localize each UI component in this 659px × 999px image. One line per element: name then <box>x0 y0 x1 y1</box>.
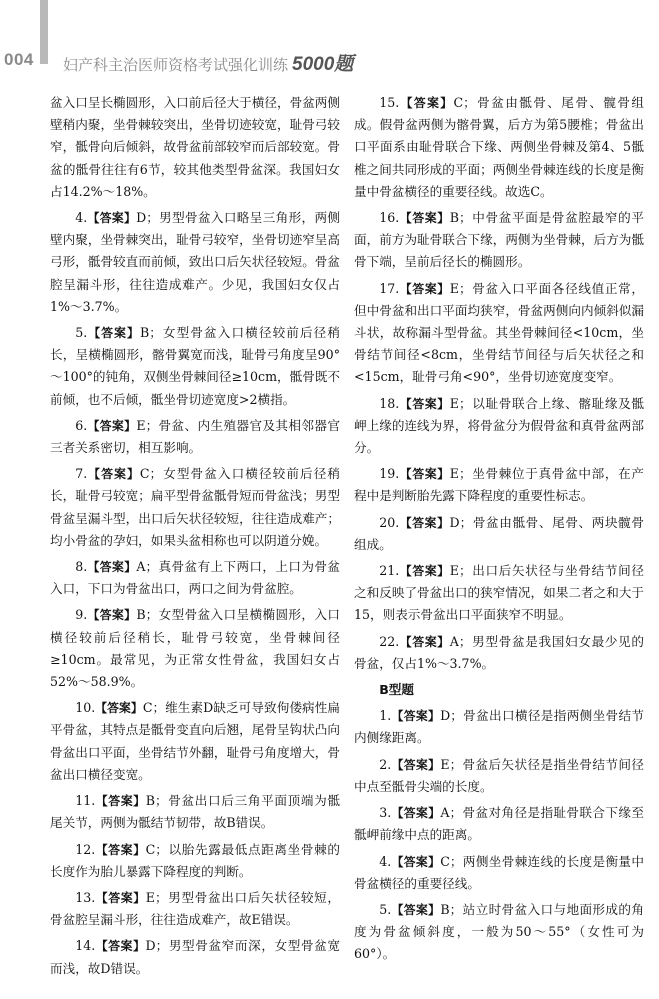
answer-label: 【答案】 <box>399 515 450 530</box>
answer-item <box>50 887 340 931</box>
header-accent-bar <box>40 0 48 64</box>
answer-label: 【答案】 <box>87 326 140 341</box>
answer-item <box>50 935 340 979</box>
answer-text: B；女型骨盆入口横径较前后径稍长，呈横椭圆形，髂骨翼宽而浅，耻骨弓角度呈90°～100°的钝角，双侧坐骨棘间径≥10cm，骶骨既不前倾，也不后倾，骶坐骨切迹宽度>2横指。 <box>50 325 341 407</box>
answer-text: 盆入口呈长椭圆形，入口前后径大于横径，骨盆两侧壁稍内聚，坐骨棘较突出，坐骨切迹较宽，耻骨弓较窄，骶骨向后倾斜，故骨盆前部较窄而后部较宽。骨盆的骶骨往往有6节，较其他类型骨盆深。我国妇女占14.2%～18%。 <box>50 95 340 199</box>
answer-text: E；骨盆、内生殖器官及其相邻器官三者关系密切，相互影响。 <box>50 417 340 456</box>
item-number: 20. <box>379 514 400 530</box>
answer-item <box>50 207 340 318</box>
item-number: 3. <box>379 805 392 821</box>
answer-label: 【答案】 <box>391 854 441 869</box>
item-number: 19. <box>379 466 400 482</box>
answer-label: 【答案】 <box>391 806 441 821</box>
item-number: 4. <box>379 853 392 869</box>
answer-label: 【答案】 <box>87 560 137 575</box>
answer-label: 【答案】 <box>399 467 450 482</box>
item-number: 15. <box>379 95 400 110</box>
answer-text: E；骨盆入口平面各径线值正常，但中骨盆和出口平面均狭窄，骨盆两侧向内倾斜似漏斗状，故称漏斗型骨盆。其坐骨棘间径<10cm，坐骨结节间径<8cm，坐骨结节间径与后矢状径之和<15cm，耻骨弓角<90°，坐骨切迹宽度变窄。 <box>354 280 644 385</box>
answer-text: E；男型骨盆出口后矢状径较短，骨盆腔呈漏斗形，往往造成难产，故E错误。 <box>50 889 340 928</box>
item-number: 8. <box>75 559 88 575</box>
answer-label: 【答案】 <box>95 939 146 954</box>
answer-item <box>354 207 644 274</box>
item-number: 14. <box>75 938 96 954</box>
answer-label: 【答案】 <box>95 842 146 857</box>
answer-item <box>50 556 340 600</box>
item-number: 4. <box>75 210 88 226</box>
answer-item <box>354 463 644 507</box>
answer-item <box>354 851 644 895</box>
answer-label: 【答案】 <box>95 701 143 716</box>
answer-label: 【答案】 <box>87 211 137 226</box>
answer-item <box>354 802 644 846</box>
answer-item <box>354 278 644 389</box>
answer-text: B；骨盆出口后三角平面顶端为骶尾关节，两侧为骶结节韧带，故B错误。 <box>50 793 340 831</box>
answer-label: 【答案】 <box>391 757 441 772</box>
answer-label: 【答案】 <box>399 634 450 649</box>
answer-label: 【答案】 <box>87 467 140 482</box>
item-number: 11. <box>75 793 96 809</box>
answer-text: D；骨盆出口横径是指两侧坐骨结节内侧缘距离。 <box>354 708 644 746</box>
answer-text: A；男型骨盆是我国妇女最少见的骨盆，仅占1%～3.7%。 <box>354 633 644 671</box>
answer-item <box>50 463 340 552</box>
answer-text: D；男型骨盆窄而深，女型骨盆宽而浅，故D错误。 <box>50 938 340 976</box>
answer-label: 【答案】 <box>399 211 450 226</box>
book-title-number: 5000题 <box>292 54 354 75</box>
item-number: 16. <box>379 210 400 226</box>
page-header <box>0 0 659 80</box>
answer-item <box>354 560 644 627</box>
answer-text: C；以胎先露最低点距离坐骨棘的长度作为胎儿暴露下降程度的判断。 <box>50 841 340 879</box>
answer-item <box>50 415 340 459</box>
answer-label: 【答案】 <box>399 396 450 411</box>
item-number: 5. <box>75 325 88 341</box>
item-number: 18. <box>379 395 400 411</box>
answer-text: D；骨盆由骶骨、尾骨、两块髋骨组成。 <box>354 514 644 552</box>
answer-item <box>354 393 644 460</box>
answer-item <box>354 631 644 675</box>
answer-text: B；女型骨盆入口呈横椭圆形，入口横径较前后径稍长，耻骨弓较宽，坐骨棘间径≥10cm。最常见，为正常女性骨盆，我国妇女占52%～58.9%。 <box>50 607 340 690</box>
answer-text: E；出口后矢状径与坐骨结节间径之和反映了骨盆出口的狭窄情况，如果二者之和大于15，则表示骨盆出口平面狭窄不明显。 <box>354 563 644 623</box>
answer-label: 【答案】 <box>399 281 450 296</box>
item-number: 12. <box>75 841 96 857</box>
answer-item <box>354 705 644 749</box>
answer-item <box>354 512 644 556</box>
answer-item <box>354 754 644 798</box>
item-number: 9. <box>75 607 88 623</box>
book-title <box>63 49 353 76</box>
item-number: 5. <box>379 901 392 917</box>
answer-item <box>50 839 340 883</box>
item-number: 1. <box>379 708 392 724</box>
left-column <box>50 92 340 984</box>
section-heading: B型题 <box>379 682 414 698</box>
answer-item <box>50 790 340 834</box>
answer-item <box>354 92 644 203</box>
right-column <box>354 92 644 970</box>
answer-text: E；骨盆后矢状径是指坐骨结节间径中点至骶骨尖端的长度。 <box>354 756 644 794</box>
continued-answer <box>50 92 340 203</box>
answer-text: B；中骨盆平面是骨盆腔最窄的平面，前方为耻骨联合下缘，两侧为坐骨棘，后方为骶骨下端，呈前后径长的椭圆形。 <box>354 210 644 270</box>
answer-text: C；两侧坐骨棘连线的长度是衡量中骨盆横径的重要径线。 <box>354 853 644 891</box>
item-number: 21. <box>379 563 400 579</box>
item-number: 10. <box>75 700 96 716</box>
answer-text: A；真骨盆有上下两口，上口为骨盆入口，下口为骨盆出口，两口之间为骨盆腔。 <box>50 559 340 597</box>
item-number: 6. <box>75 417 88 433</box>
answer-text: C；女型骨盆入口横径较前后径稍长，耻骨弓较宽；扁平型骨盆骶骨短而骨盆浅；男型骨盆呈漏斗型，出口后矢状径较短，往往造成难产；均小骨盆的孕妇，如果头盆相称也可以阴道分娩。 <box>50 466 340 548</box>
item-number: 13. <box>75 889 96 905</box>
answer-item <box>354 899 644 966</box>
item-number: 2. <box>379 756 392 772</box>
answer-text: C；维生素D缺乏可导致佝偻病性扁平骨盆，其特点是骶骨变直向后翘，尾骨呈钩状凸向骨盆出口平面，坐骨结节外翻，耻骨弓角度增大，骨盆出口横径变宽。 <box>50 700 340 782</box>
answer-label: 【答案】 <box>87 608 137 623</box>
book-title-text: 妇产科主治医师资格考试强化训练 <box>63 56 289 74</box>
item-number: 17. <box>379 280 400 296</box>
answer-item <box>50 697 340 786</box>
answer-item <box>50 322 340 411</box>
answer-label: 【答案】 <box>391 709 441 724</box>
answer-label: 【答案】 <box>95 794 146 809</box>
answer-text: A；骨盆对角径是指耻骨联合下缘至骶岬前缘中点的距离。 <box>354 805 644 843</box>
answer-text: E；坐骨棘位于真骨盆中部，在产程中是判断胎先露下降程度的重要性标志。 <box>354 466 644 504</box>
page-number: 004 <box>4 50 34 69</box>
answer-text: C；骨盆由骶骨、尾骨、髋骨组成。假骨盆两侧为髂骨翼，后方为第5腰椎；骨盆出口平面系由耻骨联合下缘、两侧坐骨棘及第4、5骶椎之间共同形成的平面；两侧坐骨棘连线的长度是衡量中骨盆横径的重要径线。故选C。 <box>354 95 644 199</box>
answer-text: B；站立时骨盆入口与地面形成的角度为骨盆倾斜度，一般为50～55°（女性可为60°）。 <box>354 901 644 962</box>
item-number: 22. <box>379 633 400 649</box>
answer-label: 【答案】 <box>399 564 450 579</box>
answer-text: D；男型骨盆入口略呈三角形，两侧壁内聚，坐骨棘突出，耻骨弓较窄，坐骨切迹窄呈高弓形，骶骨较直而前倾，致出口后矢状径较短。骨盆腔呈漏斗形，往往造成难产。少见，我国妇女仅占1%～3.7%。 <box>50 210 340 314</box>
answer-item <box>50 604 340 693</box>
answer-text: E；以耻骨联合上缘、髂耻缘及骶岬上缘的连线为界，将骨盆分为假骨盆和真骨盆两部分。 <box>354 395 644 456</box>
answer-label: 【答案】 <box>391 902 441 917</box>
answer-label: 【答案】 <box>95 890 146 905</box>
answer-label: 【答案】 <box>399 96 454 110</box>
item-number: 7. <box>75 466 88 482</box>
answer-label: 【答案】 <box>87 418 137 433</box>
